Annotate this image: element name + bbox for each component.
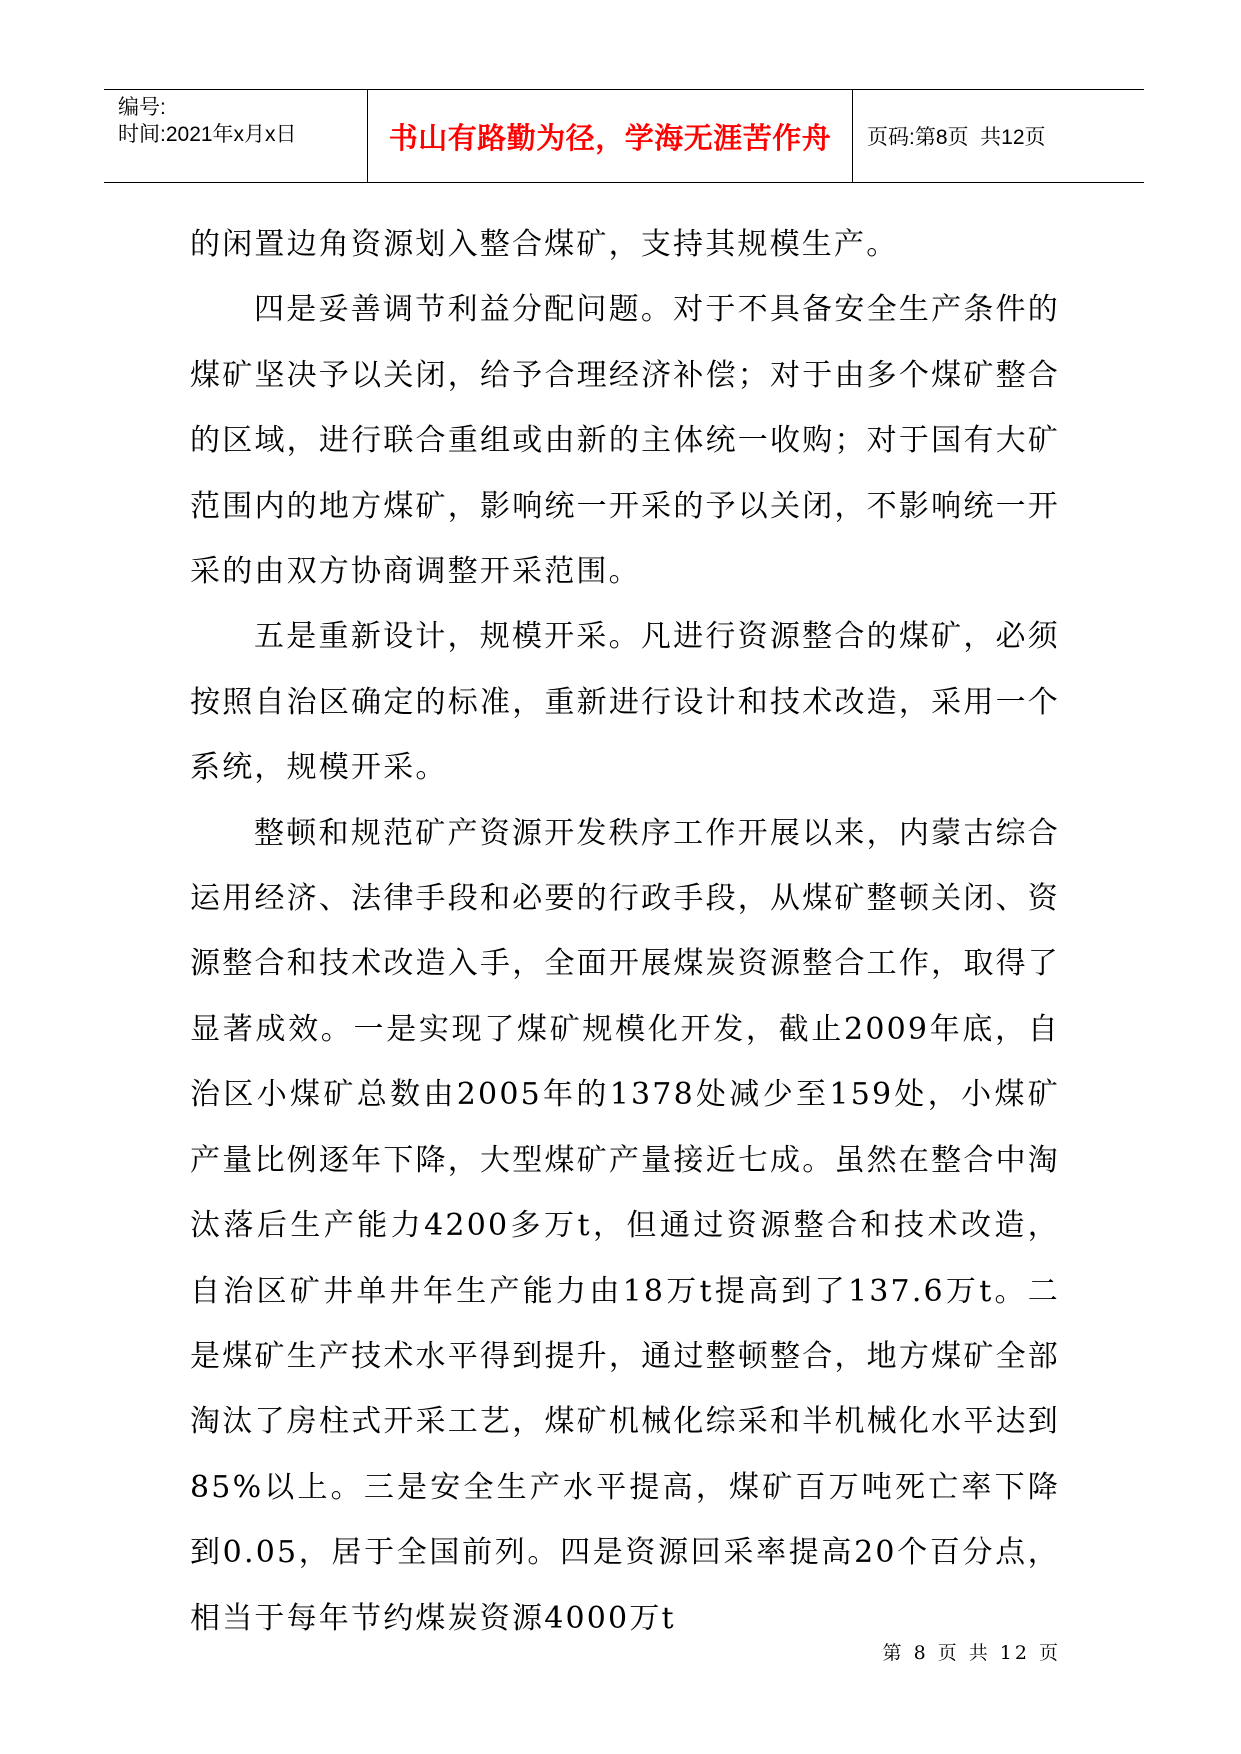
document-header [104,89,1144,183]
page-number-label: 页码:第8页 共12页 [867,126,1046,149]
paragraph-continued: 的闲置边角资源划入整合煤矿，支持其规模生产。 [190,227,899,262]
motto-text: 书山有路勤为径，学海无涯苦作舟 [388,120,832,155]
number-label: 编号: [118,96,166,119]
paragraph: 四是妥善调节利益分配问题。对于不具备安全生产条件的煤矿坚决予以关闭，给予合理经济补偿；对于由多个煤矿整合的区域，进行联合重组或由新的主体统一收购；对于国有大矿范围内的地方煤矿，影响统一开采的予以关闭，不影响统一开采的由双方协商调整开采范围。 [190,292,1060,590]
page-footer: 第 8 页 共 12 页 [882,1642,1061,1664]
header-right-cell [853,90,1144,182]
paragraph: 整顿和规范矿产资源开发秩序工作开展以来，内蒙古综合运用经济、法律手段和必要的行政手段，从煤矿整顿关闭、资源整合和技术改造入手，全面开展煤炭资源整合工作，取得了显著成效。一是实现了煤矿规模化开发，截止2009年底，自治区小煤矿总数由2005年的1378处减少至159处，小煤矿产量比例逐年下降，大型煤矿产量接近七成。虽然在整合中淘汰落后生产能力4200多万t，但通过资源整合和技术改造，自治区矿井单井年生产能力由18万t提高到了137.6万t。二是煤矿生产技术水平得到提升，通过整顿整合，地方煤矿全部淘汰了房柱式开采工艺，煤矿机械化综采和半机械化水平达到85%以上。三是安全生产水平提高，煤矿百万吨死亡率下降到0.05，居于全国前列。四是资源回采率提高20个百分点，相当于每年节约煤炭资源4000万t [190,815,1060,1636]
header-motto-cell [368,90,853,182]
document-body [190,212,1060,1651]
paragraph: 五是重新设计，规模开采。凡进行资源整合的煤矿，必须按照自治区确定的标准，重新进行设计和技术改造，采用一个系统，规模开采。 [190,619,1060,786]
time-label: 时间:2021年x月x日 [118,123,297,146]
header-left-cell [104,90,368,182]
